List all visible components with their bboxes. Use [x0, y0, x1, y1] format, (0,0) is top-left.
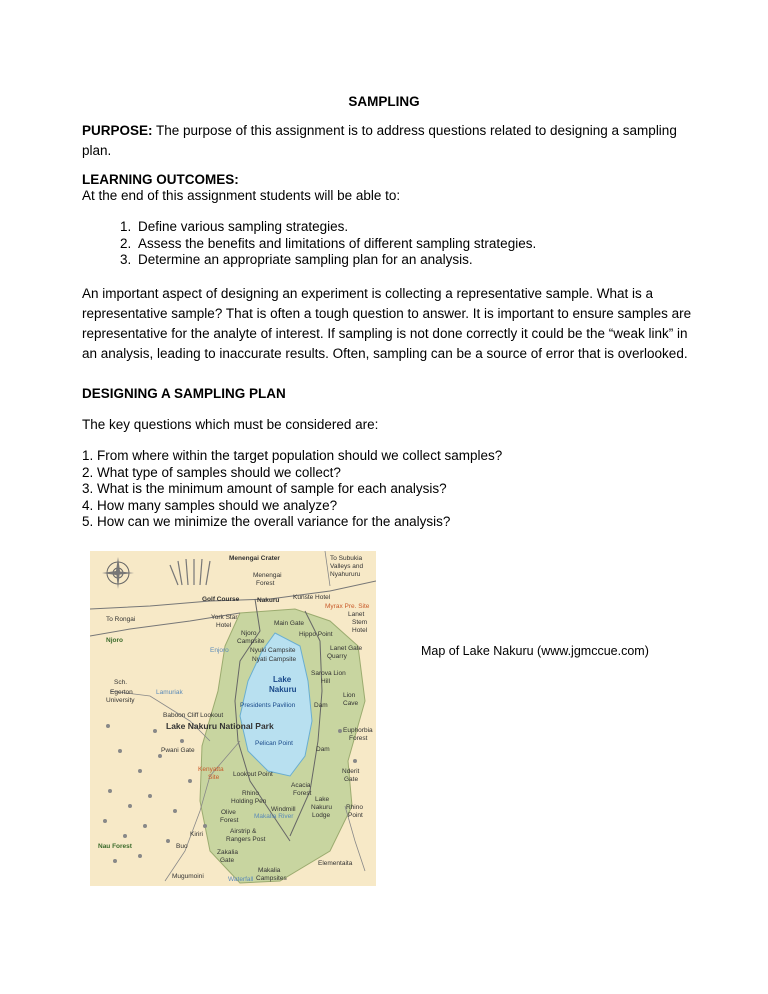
map-label: Pelican Point	[255, 740, 293, 747]
map-label: Gate	[220, 857, 235, 864]
map-label: Nau Forest	[98, 843, 132, 850]
list-item: 5. How can we minimize the overall variance for the analysis?	[82, 514, 451, 529]
map-label: Rangers Post	[226, 836, 266, 843]
design-intro: The key questions which must be considered are:	[82, 417, 379, 432]
map-label: Stem	[352, 619, 368, 626]
map-label: Lanet	[348, 611, 365, 618]
map-label: Windmill	[271, 806, 296, 813]
map-label: Nakuru	[311, 804, 332, 811]
map-label: Elementaita	[318, 860, 353, 867]
map-label: Lake	[315, 796, 330, 803]
intro-paragraph: An important aspect of designing an experiment is collecting a representative sample. What is a representative sample? That is often a tough question to answer. It is important to ensure samples are representative for the analyte of interest. If sampling is not done correctly it could be the “weak link” in an analysis, leading to inaccurate results. Often, sampling can be a source of error that is overlooked.	[82, 286, 692, 361]
map-caption: Map of Lake Nakuru (www.jgmccue.com)	[421, 644, 649, 658]
map-label: Nyahururu	[330, 571, 361, 578]
map-label: Hill	[321, 678, 331, 685]
map-label: Lookout Point	[233, 771, 273, 778]
map-label: Hippo Point	[299, 631, 333, 638]
map-label: Lake	[273, 675, 292, 684]
map-label: Nyuki Campsite	[250, 647, 296, 654]
map-label: Enjoro	[210, 647, 229, 654]
map-label: Valleys and	[330, 563, 364, 570]
map-label: Rhino	[242, 790, 259, 797]
map-label: Pwani Gate	[161, 747, 195, 754]
map-label: Olive	[221, 809, 236, 816]
map-label: Holding Pen	[231, 798, 267, 805]
design-heading: DESIGNING A SAMPLING PLAN	[82, 386, 286, 401]
map-label: Dam	[316, 746, 330, 753]
map-label: Airstrip &	[230, 828, 257, 835]
map-label: Cave	[343, 700, 359, 707]
map-label: Nakuru	[257, 597, 280, 604]
list-item: 1. From where within the target population should we collect samples?	[82, 448, 503, 463]
learning-outcomes-list	[82, 219, 695, 269]
map-label: Forest	[220, 817, 239, 824]
crater-rays-icon	[170, 559, 210, 585]
list-item: 3. What is the minimum amount of sample for each analysis?	[82, 481, 447, 496]
map-label: Makalia	[258, 867, 281, 874]
learning-outcomes-intro: At the end of this assignment students will be able to:	[82, 188, 401, 203]
map-label: Forest	[256, 580, 275, 587]
purpose-label: PURPOSE:	[82, 123, 153, 138]
map-label: Lodge	[312, 812, 331, 819]
map-label: Quarry	[327, 653, 347, 660]
learning-outcomes-heading: LEARNING OUTCOMES:	[82, 172, 239, 187]
map-label: Waterfall	[228, 876, 254, 883]
list-item: 2. Assess the benefits and limitations of different sampling strategies.	[135, 236, 695, 253]
map-label: Campsite	[237, 638, 265, 645]
map-label: Mugumoini	[172, 873, 204, 880]
map-label: Egerton	[110, 689, 133, 696]
map-label: Site	[208, 774, 220, 781]
map-label: Forest	[349, 735, 368, 742]
map-label: Sch.	[114, 679, 128, 686]
map-label: Myrax Pre. Site	[325, 603, 370, 610]
map-label: Hotel	[216, 622, 232, 629]
map-label: Presidents Pavilion	[240, 702, 296, 709]
map-label: Forest	[293, 790, 312, 797]
map-label: Golf Course	[202, 596, 240, 603]
lake-nakuru-map	[90, 551, 376, 886]
document-title: SAMPLING	[348, 94, 420, 109]
map-label: Menengai	[253, 572, 282, 579]
purpose-paragraph	[82, 121, 692, 161]
map-label: Nyati Campsite	[252, 656, 297, 663]
map-label: Kiriri	[190, 831, 203, 838]
map-label: Menengai Crater	[229, 555, 280, 562]
map-label: Makalia River	[254, 813, 294, 820]
map-label: Main Gate	[274, 620, 304, 627]
map-label: Kenyatta	[198, 766, 224, 773]
map-label: Point	[348, 812, 363, 819]
map-label: Nakuru	[269, 685, 297, 694]
map-label: Gate	[344, 776, 359, 783]
questions-list	[82, 448, 502, 531]
map-label: To Subukia	[330, 555, 363, 562]
map-label: Rhino	[346, 804, 363, 811]
map-label: Campsites	[256, 875, 287, 882]
map-label: Nderit	[342, 768, 360, 775]
map-label: Njoro	[241, 630, 257, 637]
map-label: Sarova Lion	[311, 670, 346, 677]
purpose-text: The purpose of this assignment is to address questions related to designing a sampling plan.	[82, 123, 677, 158]
map-label: Lamuriak	[156, 689, 183, 696]
map-label: Lake Nakuru National Park	[166, 721, 274, 731]
list-item: 3. Determine an appropriate sampling plan for an analysis.	[135, 252, 695, 269]
map-label: University	[106, 697, 135, 704]
map-label: Lion	[343, 692, 356, 699]
map-label: Lanet Gate	[330, 645, 363, 652]
map-label: Buo	[176, 843, 188, 850]
map-label: To Rongai	[106, 616, 136, 623]
compass-rose-icon	[102, 557, 134, 589]
map-label: Njoro	[106, 637, 123, 644]
map-label: Zakalia	[217, 849, 238, 856]
map-label: York Star	[211, 614, 238, 621]
list-item: 2. What type of samples should we collect?	[82, 464, 341, 480]
map-label: Euphorbia	[343, 727, 373, 734]
map-label: Dam	[314, 702, 328, 709]
list-item: 1. Define various sampling strategies.	[135, 219, 695, 236]
map-label: Kunste Hotel	[293, 594, 331, 601]
list-item: 4. How many samples should we analyze?	[82, 497, 338, 513]
map-label: Acacia	[291, 782, 311, 789]
map-label: Baboon Cliff Lookout	[163, 712, 224, 719]
map-label: Hotel	[352, 627, 368, 634]
